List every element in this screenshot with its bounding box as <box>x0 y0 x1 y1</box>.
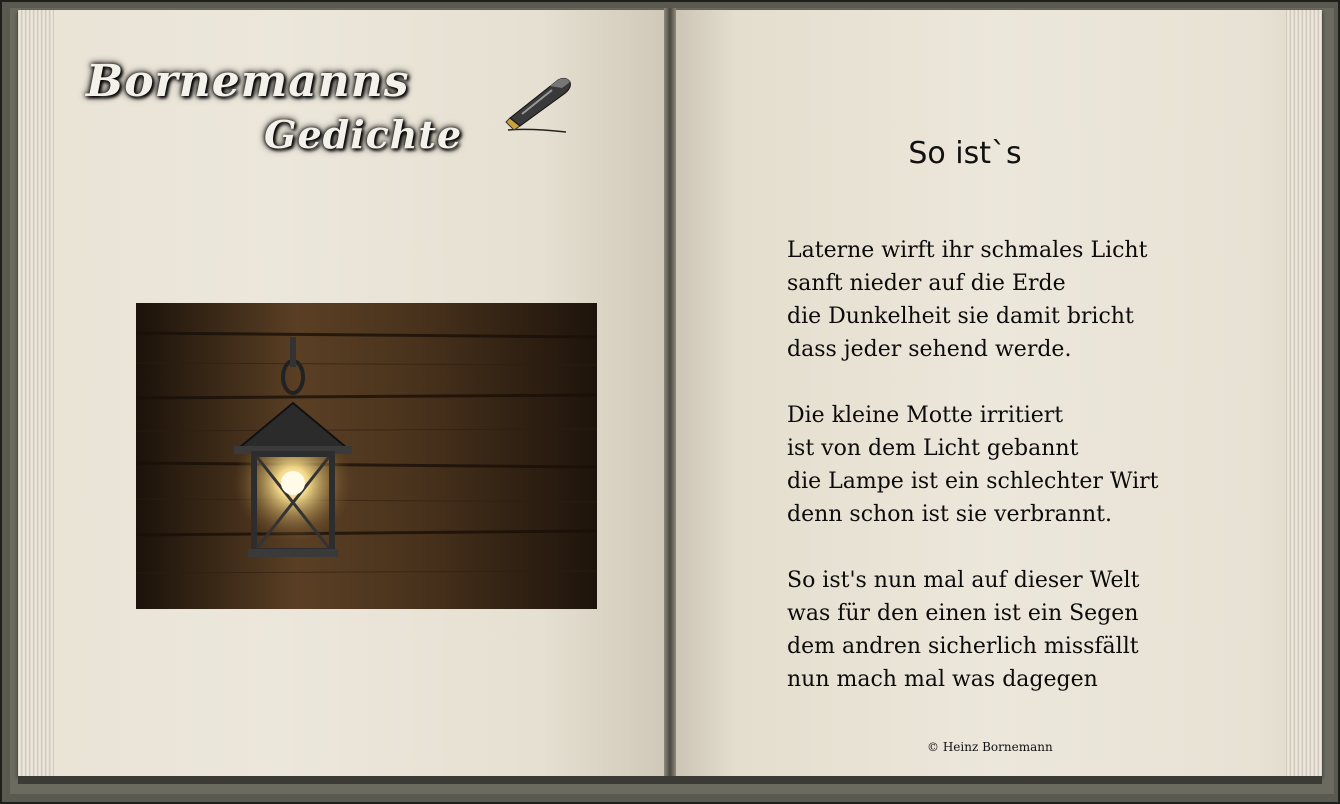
site-title-line2: Gedichte <box>264 112 463 157</box>
lantern-photo <box>136 303 597 609</box>
poem-line: denn schon ist sie verbrannt. <box>787 502 1112 527</box>
poem-line: Laterne wirft ihr schmales Licht <box>787 238 1148 263</box>
poem-line: sanft nieder auf die Erde <box>787 271 1066 296</box>
poem-stanza-3 <box>787 564 1139 696</box>
poem-line: So ist's nun mal auf dieser Welt <box>787 568 1140 593</box>
poem-title: So ist`s <box>908 136 1022 171</box>
poem-line: was für den einen ist ein Segen <box>787 601 1139 626</box>
site-title-line1: Bornemanns <box>86 56 410 107</box>
poem-line: ist von dem Licht gebannt <box>787 436 1079 461</box>
book-spine <box>664 8 676 780</box>
poem-line: dass jeder sehend werde. <box>787 337 1072 362</box>
page-edges-left <box>18 10 54 776</box>
poem-stanza-2 <box>787 399 1159 531</box>
copyright-notice: © Heinz Bornemann <box>927 740 1053 754</box>
poem-line: dem andren sicherlich missfällt <box>787 634 1139 659</box>
fountain-pen-icon <box>500 74 576 138</box>
poem-line: die Dunkelheit sie damit bricht <box>787 304 1134 329</box>
book-bottom-edge <box>18 776 1322 784</box>
poem-line: die Lampe ist ein schlechter Wirt <box>787 469 1159 494</box>
poem-stanza-1 <box>787 234 1147 366</box>
poem-line: Die kleine Motte irritiert <box>787 403 1064 428</box>
poem-line: nun mach mal was dagegen <box>787 667 1098 692</box>
page-edges-right <box>1286 10 1322 776</box>
